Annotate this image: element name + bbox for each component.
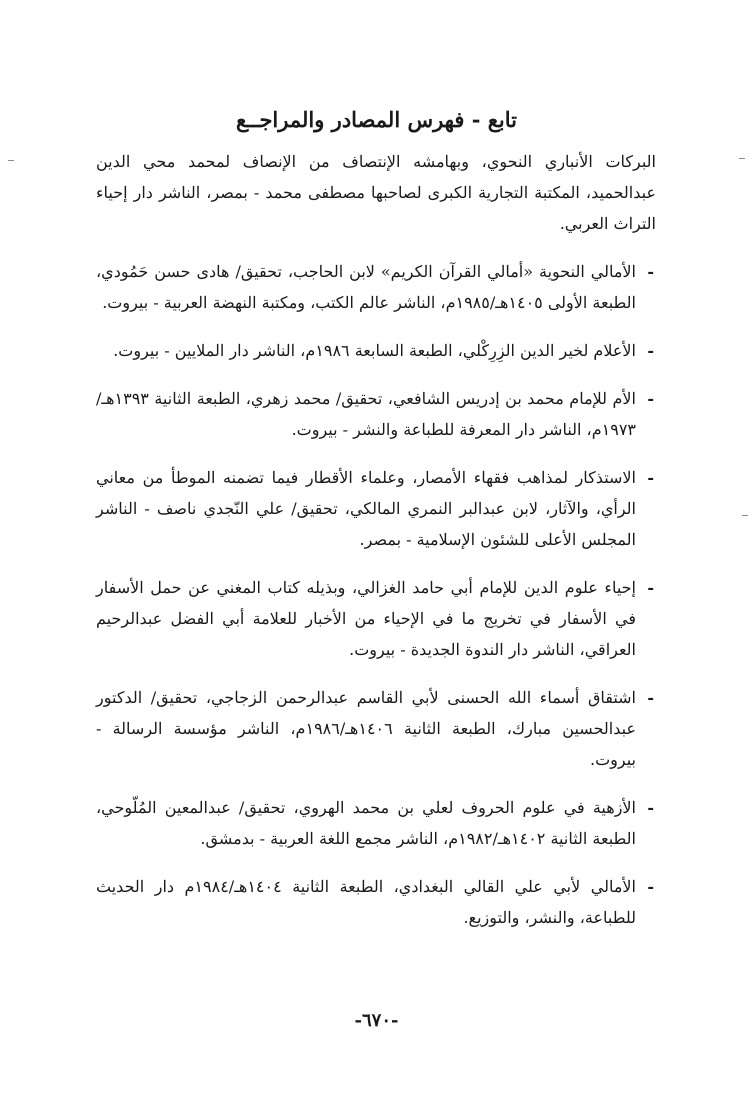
reference-entry: - الاستذكار لمذاهب فقهاء الأمصار، وعلماء الأقطار فيما تضمنه الموطأ من معاني الرأي، والآثار، لابن عبدالبر النمري المالكي، تحقيق/ علي النّجدي ناصف - الناشر المجلس الأعلى للشئون الإسلامية - بمصر. — [96, 462, 656, 555]
reference-entry: البركات الأنباري النحوي، وبهامشه الإنتصاف من الإنصاف لمحمد محي الدين عبدالحميد، المكتبة التجارية الكبرى لصاحبها مصطفى محمد - بمصر، الناشر دار إحياء التراث العربي. — [96, 152, 656, 233]
reference-entry: - الأمالي لأبي علي القالي البغدادي، الطبعة الثانية ١٤٠٤هـ/١٩٨٤م دار الحديث للطباعة، والنشر، والتوزيع. — [96, 871, 656, 933]
reference-entry: - اشتقاق أسماء الله الحسنى لأبي القاسم عبدالرحمن الزجاجي، تحقيق/ الدكتور عبدالحسين مبارك، الطبعة الثانية ١٤٠٦هـ/١٩٨٦م، الناشر مؤسسة الرسالة - بيروت. — [96, 682, 656, 775]
margin-mark-top-left — [8, 160, 14, 161]
page-heading: تابع - فهرس المصادر والمراجــع — [235, 107, 518, 132]
page-number: -٦٧٠- — [354, 1010, 399, 1031]
reference-entry: - الأعلام لخير الدين الزِرِكْلي، الطبعة السابعة ١٩٨٦م، الناشر دار الملايين - بيروت. — [96, 335, 656, 366]
margin-mark-top-right — [739, 158, 745, 159]
reference-entry: - الأم للإمام محمد بن إدريس الشافعي، تحقيق/ محمد زهري، الطبعة الثانية ١٣٩٣هـ/١٩٧٣م، الناشر دار المعرفة للطباعة والنشر - بيروت. — [96, 383, 656, 445]
reference-entry: - الأزهية في علوم الحروف لعلي بن محمد الهروي، تحقيق/ عبدالمعين المُلّوحي، الطبعة الثانية ١٤٠٢هـ/١٩٨٢م، الناشر مجمع اللغة العربية - بدمشق. — [96, 792, 656, 854]
margin-mark-mid-right — [742, 515, 748, 516]
references-list — [96, 146, 656, 950]
reference-entry: - إحياء علوم الدين للإمام أبي حامد الغزالي، وبذيله كتاب المغني عن حمل الأسفار في الأسفار في تخريج ما في الإحياء من الأخبار للعلامة أبي الفضل عبدالرحيم العراقي، الناشر دار الندوة الجديدة - بيروت. — [96, 572, 656, 665]
reference-entry: - الأمالي النحوية «أمالي القرآن الكريم» لابن الحاجب، تحقيق/ هادى حسن حَمُودي، الطبعة الأولى ١٤٠٥هـ/١٩٨٥م، الناشر عالم الكتب، ومكتبة النهضة العربية - بيروت. — [96, 256, 656, 318]
